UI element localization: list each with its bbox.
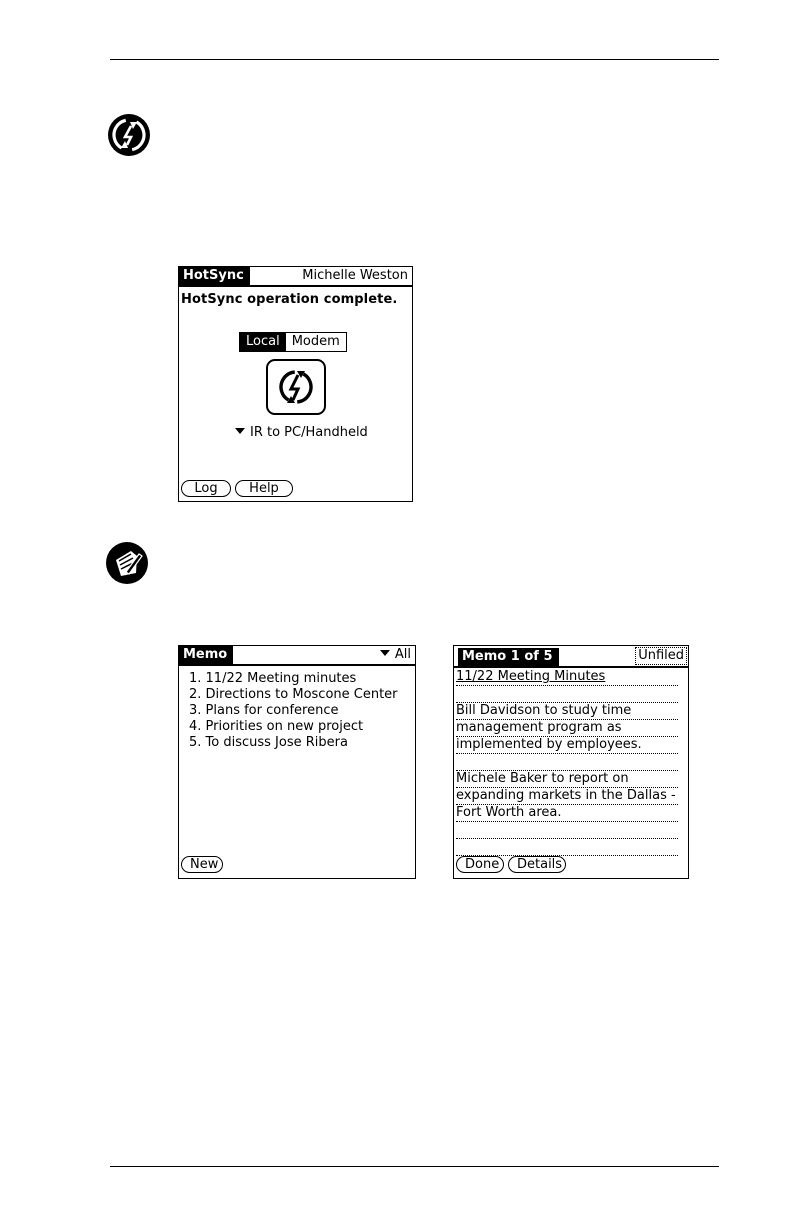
hotsync-icon: [277, 367, 315, 407]
list-item[interactable]: 1. 11/22 Meeting minutes: [189, 671, 357, 686]
footer-rule: [110, 1166, 719, 1167]
memo-line: management program as: [456, 720, 678, 737]
hotsync-icon: [106, 112, 152, 162]
header-rule: [110, 59, 719, 60]
details-button[interactable]: Details: [508, 856, 566, 873]
connection-type-selector: [239, 332, 347, 352]
memo-line: expanding markets in the Dallas -: [456, 788, 678, 805]
memo-line: [456, 822, 678, 839]
category-label: All: [394, 647, 411, 662]
hotsync-screen: [178, 266, 413, 502]
title-underline: [179, 664, 415, 666]
log-button[interactable]: Log: [181, 480, 231, 497]
memo-line: 11/22 Meeting Minutes: [456, 669, 678, 686]
dropdown-arrow-icon: [235, 428, 245, 434]
connection-picker-label: IR to PC/Handheld: [250, 425, 368, 440]
help-button[interactable]: Help: [235, 480, 293, 497]
memo-line: [456, 686, 678, 703]
tip-icon: [104, 540, 150, 590]
memo-list: [189, 671, 398, 751]
list-item[interactable]: 2. Directions to Moscone Center: [189, 687, 398, 702]
new-memo-button[interactable]: New: [181, 856, 223, 873]
memo-list-title: Memo: [179, 646, 233, 664]
tab-modem[interactable]: Modem: [291, 334, 340, 349]
memo-line: Fort Worth area.: [456, 805, 678, 822]
hotsync-title: HotSync: [179, 267, 250, 285]
category-picker[interactable]: [380, 647, 411, 662]
memo-line: Michele Baker to report on: [456, 771, 678, 788]
memo-list-screen: [178, 645, 416, 879]
memo-detail-title: Memo 1 of 5: [458, 648, 559, 666]
hotsync-user-name: Michelle Weston: [302, 268, 408, 283]
category-picker[interactable]: Unfiled: [635, 647, 687, 665]
memo-line: implemented by employees.: [456, 737, 678, 754]
memo-detail-screen: [453, 645, 689, 879]
memo-line: [456, 839, 678, 856]
done-button[interactable]: Done: [456, 856, 504, 873]
connection-picker[interactable]: [235, 425, 368, 440]
memo-line: Bill Davidson to study time: [456, 703, 678, 720]
dropdown-arrow-icon: [380, 650, 390, 656]
list-item[interactable]: 4. Priorities on new project: [189, 719, 364, 734]
hotsync-status: HotSync operation complete.: [181, 292, 398, 307]
title-underline: [179, 285, 412, 287]
title-underline: [454, 666, 688, 668]
list-item[interactable]: 5. To discuss Jose Ribera: [189, 735, 348, 750]
memo-text-area[interactable]: [456, 669, 678, 856]
tab-local[interactable]: Local: [240, 333, 286, 351]
memo-line: [456, 754, 678, 771]
hotsync-button[interactable]: [266, 359, 326, 415]
list-item[interactable]: 3. Plans for conference: [189, 703, 339, 718]
